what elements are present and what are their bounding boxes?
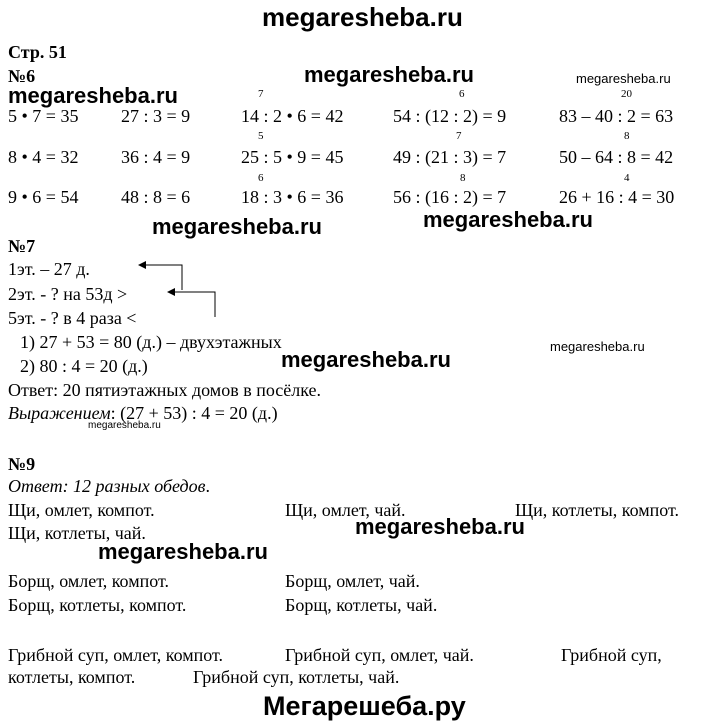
menu-item: Борщ, котлеты, чай. (285, 595, 438, 615)
task6-superscript: 4 (624, 172, 630, 184)
expression-value: : (27 + 53) : 4 = 20 (д.) (110, 403, 278, 423)
arrow-line (139, 265, 182, 290)
task6-cell: 9 • 6 = 54 (8, 187, 79, 207)
answer-text: Ответ: 12 разных обедов (8, 476, 206, 496)
task7-step2: 2) 80 : 4 = 20 (д.) (20, 356, 148, 376)
task6-cell: 83 – 40 : 2 = 63 (559, 106, 674, 126)
task7-step1: 1) 27 + 53 = 80 (д.) – двухэтажных (20, 332, 282, 352)
answer-dot: . (205, 476, 210, 496)
task7-line1: 1эт. – 27 д. (8, 259, 90, 279)
arrow-line (168, 292, 215, 317)
footer-watermark: Мегарешеба.ру (263, 691, 466, 721)
watermark: megaresheba.ru (576, 71, 671, 86)
task6-cell: 56 : (16 : 2) = 7 (393, 187, 507, 207)
menu-item: Борщ, омлет, компот. (8, 571, 170, 591)
watermark: megaresheba.ru (88, 420, 161, 431)
task6-cell: 14 : 2 • 6 = 42 (241, 106, 344, 126)
menu-item: Грибной суп, омлет, компот. (8, 645, 224, 665)
menu-item: Щи, котлеты, чай. (8, 523, 146, 543)
task6-cell: 8 • 4 = 32 (8, 147, 79, 167)
task6-cell: 25 : 5 • 9 = 45 (241, 147, 344, 167)
task6-superscript: 6 (459, 88, 465, 100)
task7-line2: 2эт. - ? на 53д > (8, 284, 128, 304)
task7-answer: Ответ: 20 пятиэтажных домов в посёлке. (8, 380, 322, 400)
task6-cell: 36 : 4 = 9 (121, 147, 191, 167)
task6-cell: 50 – 64 : 8 = 42 (559, 147, 674, 167)
task6-cell: 49 : (21 : 3) = 7 (393, 147, 507, 167)
task6-superscript: 7 (456, 130, 462, 142)
task6-cell: 26 + 16 : 4 = 30 (559, 187, 675, 207)
task6-cell: 18 : 3 • 6 = 36 (241, 187, 344, 207)
watermark: megaresheba.ru (8, 83, 178, 108)
watermark: megaresheba.ru (98, 539, 268, 564)
expression-label: Выражением (8, 403, 111, 423)
task6-cell: 5 • 7 = 35 (8, 106, 79, 126)
task9-answer (8, 476, 210, 496)
menu-item: Борщ, омлет, чай. (285, 571, 420, 591)
menu-item: Грибной суп, омлет, чай. (285, 645, 474, 665)
task6-superscript: 8 (460, 172, 466, 184)
task9-title: №9 (8, 454, 36, 474)
watermark: megaresheba.ru (355, 514, 525, 539)
menu-item: Щи, омлет, чай. (285, 500, 406, 520)
task7-line3: 5эт. - ? в 4 раза < (8, 308, 137, 328)
task6-superscript: 20 (621, 88, 632, 100)
menu-item: Щи, омлет, компот. (8, 500, 155, 520)
task6-cell: 48 : 8 = 6 (121, 187, 191, 207)
task6-superscript: 7 (258, 88, 264, 100)
task6-superscript: 5 (258, 130, 264, 142)
watermark: megaresheba.ru (423, 207, 593, 232)
task6-superscript: 8 (624, 130, 630, 142)
task6-cell: 27 : 3 = 9 (121, 106, 191, 126)
menu-item: котлеты, компот. (8, 667, 136, 687)
watermark: megaresheba.ru (152, 214, 322, 239)
watermark: megaresheba.ru (550, 339, 645, 354)
page-number: Стр. 51 (8, 42, 67, 62)
menu-item: Грибной суп, (561, 645, 662, 665)
task6-superscript: 6 (258, 172, 264, 184)
task7-title: №7 (8, 236, 36, 256)
menu-item: Грибной суп, котлеты, чай. (193, 667, 400, 687)
watermark: megaresheba.ru (304, 62, 474, 87)
task6-title: №6 (8, 66, 36, 86)
watermark: megaresheba.ru (281, 347, 451, 372)
menu-item: Борщ, котлеты, компот. (8, 595, 187, 615)
menu-item: Щи, котлеты, компот. (515, 500, 680, 520)
header-watermark: megaresheba.ru (262, 2, 463, 32)
task6-cell: 54 : (12 : 2) = 9 (393, 106, 507, 126)
